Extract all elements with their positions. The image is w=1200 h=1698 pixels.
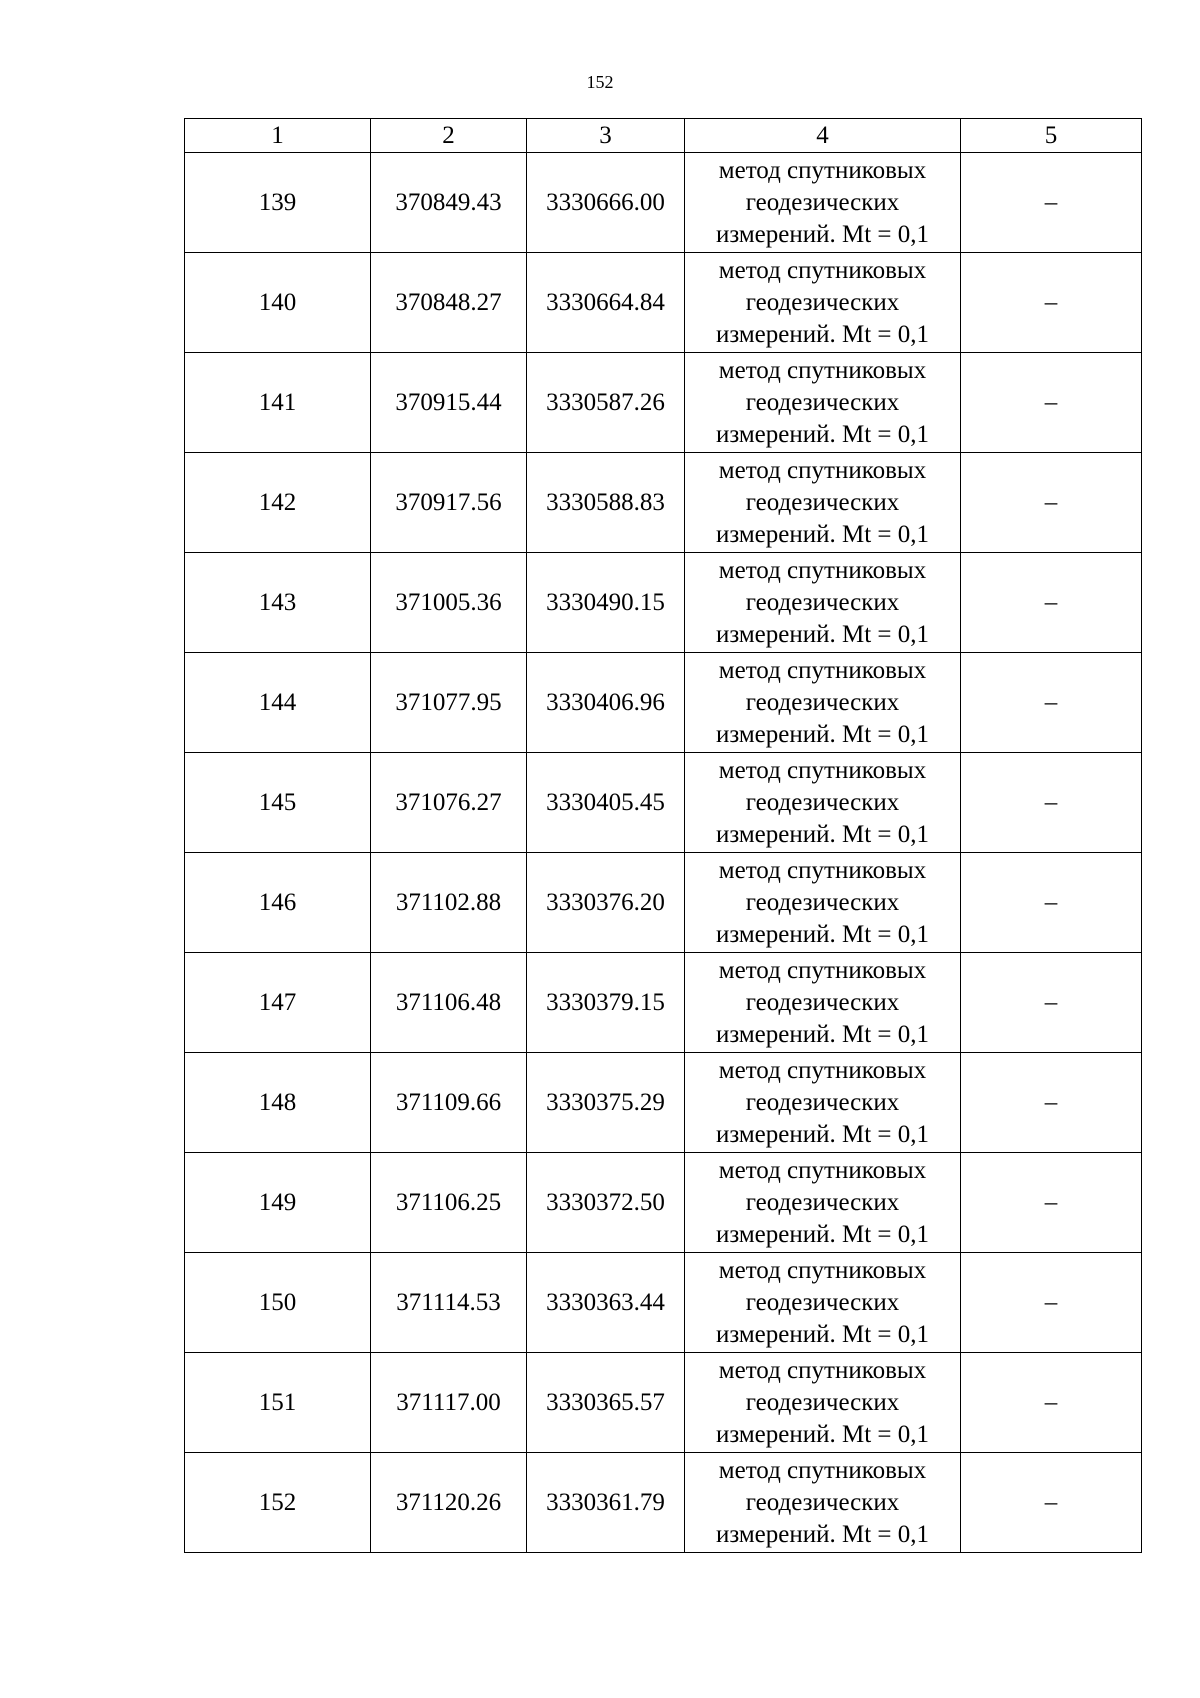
method-cell	[685, 953, 961, 1053]
y-coordinate-cell: 3330376.20	[527, 853, 685, 953]
table-row	[185, 153, 1142, 253]
table-row	[185, 353, 1142, 453]
method-cell	[685, 1153, 961, 1253]
y-coordinate-cell: 3330365.57	[527, 1353, 685, 1453]
method-text-line: измерений. Mt = 0,1	[715, 1220, 930, 1248]
table-body	[185, 153, 1142, 1553]
method-text-line: измерений. Mt = 0,1	[715, 620, 930, 648]
y-coordinate-cell: 3330405.45	[527, 753, 685, 853]
header-cell-1: 1	[185, 119, 371, 153]
method-text-line: метод спутниковых	[718, 1356, 927, 1384]
table-row	[185, 253, 1142, 353]
note-cell: –	[961, 1453, 1142, 1553]
method-text-line: метод спутниковых	[718, 956, 927, 984]
x-coordinate-cell: 371077.95	[371, 653, 527, 753]
method-text-line: геодезических	[745, 788, 900, 816]
method-text-line: геодезических	[745, 388, 900, 416]
x-coordinate-cell: 371120.26	[371, 1453, 527, 1553]
x-coordinate-cell: 371114.53	[371, 1253, 527, 1353]
method-cell	[685, 553, 961, 653]
note-cell: –	[961, 753, 1142, 853]
method-text-line: метод спутниковых	[718, 1156, 927, 1184]
method-text-line: геодезических	[745, 988, 900, 1016]
point-number-cell: 144	[185, 653, 371, 753]
table-row	[185, 1353, 1142, 1453]
method-text-line: измерений. Mt = 0,1	[715, 520, 930, 548]
method-text-line: метод спутниковых	[718, 156, 927, 184]
x-coordinate-cell: 371005.36	[371, 553, 527, 653]
x-coordinate-cell: 370917.56	[371, 453, 527, 553]
note-cell: –	[961, 353, 1142, 453]
table-row	[185, 1053, 1142, 1153]
method-text-line: геодезических	[745, 688, 900, 716]
x-coordinate-cell: 370849.43	[371, 153, 527, 253]
note-cell: –	[961, 853, 1142, 953]
x-coordinate-cell: 371106.48	[371, 953, 527, 1053]
method-text-line: метод спутниковых	[718, 1456, 927, 1484]
point-number-cell: 139	[185, 153, 371, 253]
method-text-line: метод спутниковых	[718, 1256, 927, 1284]
table-row	[185, 753, 1142, 853]
method-text-line: измерений. Mt = 0,1	[715, 1520, 930, 1548]
point-number-cell: 151	[185, 1353, 371, 1453]
x-coordinate-cell: 371076.27	[371, 753, 527, 853]
header-cell-4: 4	[685, 119, 961, 153]
point-number-cell: 149	[185, 1153, 371, 1253]
method-text-line: измерений. Mt = 0,1	[715, 320, 930, 348]
table-row	[185, 853, 1142, 953]
point-number-cell: 146	[185, 853, 371, 953]
point-number-cell: 148	[185, 1053, 371, 1153]
method-cell	[685, 1253, 961, 1353]
method-text-line: измерений. Mt = 0,1	[715, 1420, 930, 1448]
table-row	[185, 1153, 1142, 1253]
note-cell: –	[961, 953, 1142, 1053]
method-cell	[685, 253, 961, 353]
table-row	[185, 653, 1142, 753]
method-cell	[685, 1053, 961, 1153]
method-cell	[685, 653, 961, 753]
method-text-line: измерений. Mt = 0,1	[715, 920, 930, 948]
point-number-cell: 143	[185, 553, 371, 653]
point-number-cell: 152	[185, 1453, 371, 1553]
method-text-line: геодезических	[745, 1488, 900, 1516]
y-coordinate-cell: 3330406.96	[527, 653, 685, 753]
x-coordinate-cell: 371117.00	[371, 1353, 527, 1453]
method-text-line: геодезических	[745, 1188, 900, 1216]
y-coordinate-cell: 3330375.29	[527, 1053, 685, 1153]
page-number: 152	[586, 72, 614, 92]
method-text-line: метод спутниковых	[718, 256, 927, 284]
method-cell	[685, 453, 961, 553]
table-row	[185, 553, 1142, 653]
y-coordinate-cell: 3330363.44	[527, 1253, 685, 1353]
table-row	[185, 1253, 1142, 1353]
y-coordinate-cell: 3330361.79	[527, 1453, 685, 1553]
point-number-cell: 140	[185, 253, 371, 353]
note-cell: –	[961, 1153, 1142, 1253]
method-text-line: метод спутниковых	[718, 856, 927, 884]
table-row	[185, 453, 1142, 553]
method-text-line: геодезических	[745, 188, 900, 216]
point-number-cell: 147	[185, 953, 371, 1053]
method-cell	[685, 1353, 961, 1453]
y-coordinate-cell: 3330372.50	[527, 1153, 685, 1253]
y-coordinate-cell: 3330666.00	[527, 153, 685, 253]
method-text-line: геодезических	[745, 1288, 900, 1316]
header-cell-5: 5	[961, 119, 1142, 153]
note-cell: –	[961, 253, 1142, 353]
note-cell: –	[961, 1253, 1142, 1353]
note-cell: –	[961, 653, 1142, 753]
method-text-line: измерений. Mt = 0,1	[715, 220, 930, 248]
method-text-line: метод спутниковых	[718, 456, 927, 484]
y-coordinate-cell: 3330664.84	[527, 253, 685, 353]
method-text-line: измерений. Mt = 0,1	[715, 1120, 930, 1148]
method-text-line: измерений. Mt = 0,1	[715, 820, 930, 848]
y-coordinate-cell: 3330490.15	[527, 553, 685, 653]
point-number-cell: 145	[185, 753, 371, 853]
header-row	[185, 119, 1142, 153]
note-cell: –	[961, 1053, 1142, 1153]
method-text-line: измерений. Mt = 0,1	[715, 1320, 930, 1348]
table-row	[185, 953, 1142, 1053]
method-cell	[685, 753, 961, 853]
x-coordinate-cell: 370915.44	[371, 353, 527, 453]
y-coordinate-cell: 3330588.83	[527, 453, 685, 553]
x-coordinate-cell: 371109.66	[371, 1053, 527, 1153]
note-cell: –	[961, 153, 1142, 253]
table-header	[185, 119, 1142, 153]
method-text-line: измерений. Mt = 0,1	[715, 720, 930, 748]
method-text-line: метод спутниковых	[718, 556, 927, 584]
header-cell-3: 3	[527, 119, 685, 153]
note-cell: –	[961, 553, 1142, 653]
point-number-cell: 150	[185, 1253, 371, 1353]
method-text-line: метод спутниковых	[718, 756, 927, 784]
method-text-line: геодезических	[745, 488, 900, 516]
y-coordinate-cell: 3330379.15	[527, 953, 685, 1053]
header-cell-2: 2	[371, 119, 527, 153]
method-cell	[685, 853, 961, 953]
x-coordinate-cell: 371102.88	[371, 853, 527, 953]
point-number-cell: 141	[185, 353, 371, 453]
method-text-line: метод спутниковых	[718, 656, 927, 684]
method-text-line: геодезических	[745, 588, 900, 616]
method-text-line: метод спутниковых	[718, 356, 927, 384]
method-text-line: измерений. Mt = 0,1	[715, 1020, 930, 1048]
method-text-line: геодезических	[745, 1388, 900, 1416]
method-cell	[685, 1453, 961, 1553]
method-text-line: измерений. Mt = 0,1	[715, 420, 930, 448]
method-text-line: геодезических	[745, 288, 900, 316]
x-coordinate-cell: 370848.27	[371, 253, 527, 353]
coordinates-table	[184, 118, 1142, 1553]
method-text-line: метод спутниковых	[718, 1056, 927, 1084]
note-cell: –	[961, 1353, 1142, 1453]
method-text-line: геодезических	[745, 1088, 900, 1116]
note-cell: –	[961, 453, 1142, 553]
table-row	[185, 1453, 1142, 1553]
y-coordinate-cell: 3330587.26	[527, 353, 685, 453]
point-number-cell: 142	[185, 453, 371, 553]
x-coordinate-cell: 371106.25	[371, 1153, 527, 1253]
method-text-line: геодезических	[745, 888, 900, 916]
method-cell	[685, 353, 961, 453]
method-cell	[685, 153, 961, 253]
